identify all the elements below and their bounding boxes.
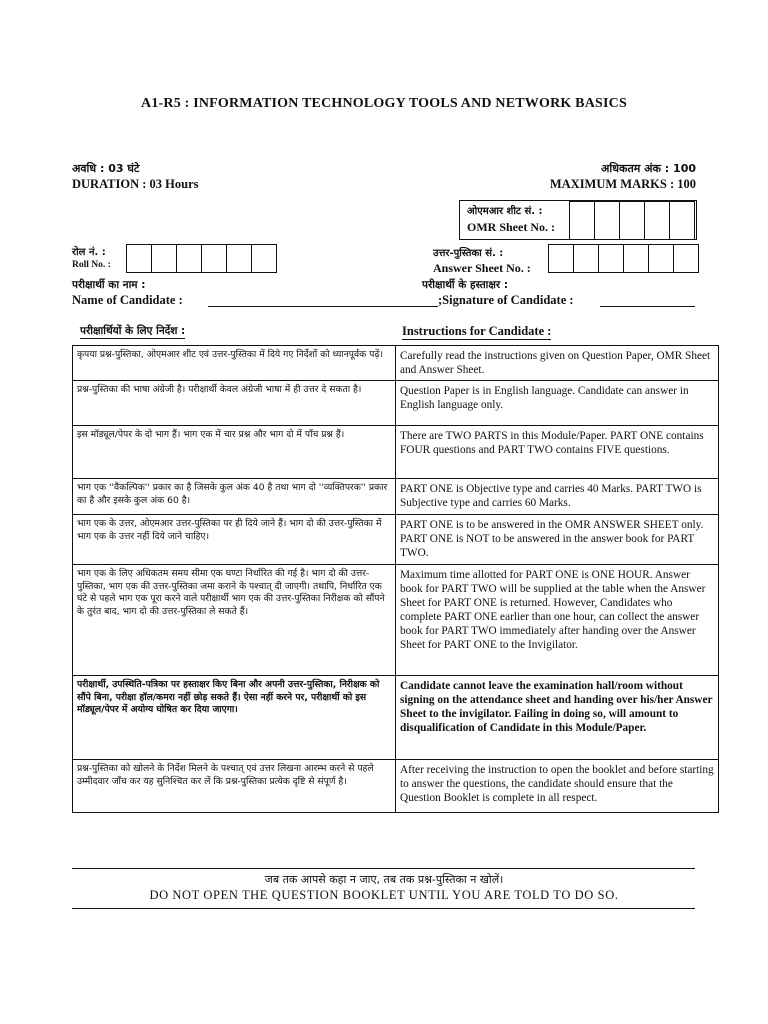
instruction-english: Candidate cannot leave the examination hall/room without signing on the attendance sheet and handing over his/her Answer Sheet to the invigilator. Failing in doing so, will amount to disqualification of Candidate in this Module/Paper.: [396, 676, 719, 760]
digit-box[interactable]: [648, 244, 674, 273]
footer-warning: DO NOT OPEN THE QUESTION BOOKLET UNTIL YOU ARE TOLD TO DO SO.: [149, 888, 619, 902]
roll-label: Roll No. :: [72, 260, 111, 270]
instruction-hindi: परीक्षार्थी, उपस्थिति-पत्रिका पर हस्ताक्षर किए बिना और अपनी उत्तर-पुस्तिका, निरीक्षक को सौंपे बिना, परीक्षा हॉल/कमरा नहीं छोड़ सकते हैं। ऐसा नहीं करने पर, परीक्षार्थी को इस मॉड्यूल/पेपर में अयोग्य घोषित कर दिया जाएगा।: [73, 676, 396, 760]
digit-box[interactable]: [623, 244, 649, 273]
footer-rule-bottom: [72, 908, 695, 909]
max-marks-hindi: अधिकतम अंक : 100: [600, 162, 696, 175]
footer-rule-top: [72, 868, 695, 869]
duration-hindi: अवधि : 03 घंटे: [72, 162, 140, 175]
instruction-hindi: भाग एक के उत्तर, ओएमआर उत्तर-पुस्तिका पर ही दिये जाने हैं। भाग दो की उत्तर-पुस्तिका में भाग एक के उत्तर नहीं दिये जाने चाहिए।: [73, 515, 396, 565]
candidate-name-label: Name of Candidate :: [72, 293, 183, 307]
footer-warning-hindi: जब तक आपसे कहा न जाए, तब तक प्रश्न-पुस्तिका न खोलें।: [264, 873, 504, 886]
candidate-name-line[interactable]: [208, 306, 438, 307]
digit-box[interactable]: [644, 201, 670, 240]
digit-box[interactable]: [673, 244, 699, 273]
digit-box[interactable]: [594, 201, 620, 240]
instruction-english: Maximum time allotted for PART ONE is ONE HOUR. Answer book for PART TWO will be supplied at the table when the Answer Sheet for PART ONE is returned. However, Candidates who complete PART ONE earlier than one hour, can collect the answer book for PART TWO immediately after handing over the Answer Sheet for PART ONE to the Invigilator.: [396, 565, 719, 676]
instruction-english: After receiving the instruction to open the booklet and before starting to answer the questions, the candidate should ensure that the Question Booklet is complete in all respect.: [396, 760, 719, 813]
digit-box[interactable]: [201, 244, 227, 273]
omr-label-hindi: ओएमआर शीट सं. :: [467, 206, 543, 217]
digit-box[interactable]: [126, 244, 152, 273]
instruction-english: Question Paper is in English language. Candidate can answer in English language only.: [396, 381, 719, 426]
duration-label: DURATION : 03 Hours: [72, 177, 199, 191]
signature-hindi: परीक्षार्थी के हस्ताक्षर :: [422, 279, 509, 291]
max-marks-label: MAXIMUM MARKS : 100: [549, 177, 696, 191]
instruction-hindi: भाग एक के लिए अधिकतम समय सीमा एक घण्टा निर्धारित की गई है। भाग दो की उत्तर-पुस्तिका, भाग एक की उत्तर-पुस्तिका जमा कराने के पश्चात् दी जाएगी। तथापि, निर्धारित एक घंटे से पहले भाग एक पूरा करने वाले परीक्षार्थी भाग एक की उत्तर-पुस्तिका निरीक्षक को सौंपने के तुरंत बाद, भाग दो की उत्तर-पुस्तिका ले सकते हैं।: [73, 565, 396, 676]
digit-box[interactable]: [176, 244, 202, 273]
answer-label-hindi: उत्तर-पुस्तिका सं. :: [433, 248, 504, 259]
answer-label: Answer Sheet No. :: [433, 261, 531, 275]
signature-line[interactable]: [600, 306, 695, 307]
instruction-english: There are TWO PARTS in this Module/Paper. PART ONE contains FOUR questions and PART TWO contains FIVE questions.: [396, 426, 719, 479]
answer-digit-boxes[interactable]: [549, 244, 699, 273]
page-title: A1-R5 : INFORMATION TECHNOLOGY TOOLS AND NETWORK BASICS: [141, 96, 627, 111]
digit-box[interactable]: [598, 244, 624, 273]
instruction-english: Carefully read the instructions given on Question Paper, OMR Sheet and Answer Sheet.: [396, 346, 719, 381]
table-row: [73, 346, 719, 381]
instruction-hindi: इस मॉड्यूल/पेपर के दो भाग हैं। भाग एक में चार प्रश्न और भाग दो में पाँच प्रश्न हैं।: [73, 426, 396, 479]
table-row: [73, 515, 719, 565]
omr-sheet-box: [459, 200, 697, 240]
instruction-hindi: कृपया प्रश्न-पुस्तिका, ओएमआर शीट एवं उत्तर-पुस्तिका में दिये गए निर्देशों को ध्यानपूर्वक पढ़ें।: [73, 346, 396, 381]
instruction-english: PART ONE is to be answered in the OMR ANSWER SHEET only. PART ONE is NOT to be answered in the answer book for PART TWO.: [396, 515, 719, 565]
table-row: [73, 479, 719, 515]
digit-box[interactable]: [251, 244, 277, 273]
digit-box[interactable]: [669, 201, 695, 240]
digit-box[interactable]: [619, 201, 645, 240]
roll-digit-boxes[interactable]: [127, 244, 277, 273]
table-row: [73, 760, 719, 813]
digit-box[interactable]: [151, 244, 177, 273]
digit-box[interactable]: [573, 244, 599, 273]
digit-box[interactable]: [548, 244, 574, 273]
table-row: [73, 676, 719, 760]
table-row: [73, 381, 719, 426]
table-row: [73, 426, 719, 479]
digit-box[interactable]: [569, 201, 595, 240]
table-row: [73, 565, 719, 676]
digit-box[interactable]: [226, 244, 252, 273]
roll-label-hindi: रोल नं. :: [72, 247, 106, 258]
instruction-english: PART ONE is Objective type and carries 40 Marks. PART TWO is Subjective type and carries 60 Marks.: [396, 479, 719, 515]
instruction-hindi: भाग एक ''वैकल्पिक'' प्रकार का है जिसके कुल अंक 40 है तथा भाग दो ''व्यक्तिपरक'' प्रकार का है और इसके कुल अंक 60 है।: [73, 479, 396, 515]
signature-label: ;Signature of Candidate :: [438, 293, 574, 307]
omr-digit-boxes[interactable]: [570, 201, 695, 240]
instruction-hindi: प्रश्न-पुस्तिका को खोलने के निर्देश मिलने के पश्चात् एवं उत्तर लिखना आरम्भ करने से पहले उम्मीदवार जाँच कर यह सुनिश्चित कर लें कि प्रश्न-पुस्तिका प्रत्येक दृष्टि से संपूर्ण है।: [73, 760, 396, 813]
candidate-name-hindi: परीक्षार्थी का नाम :: [72, 279, 146, 291]
instructions-heading-hindi: परीक्षार्थियों के लिए निर्देश :: [80, 325, 186, 337]
instructions-table: [72, 345, 719, 813]
instructions-heading: Instructions for Candidate :: [402, 324, 552, 338]
instruction-hindi: प्रश्न-पुस्तिका की भाषा अंग्रेजी है। परीक्षार्थी केवल अंग्रेजी भाषा में ही उत्तर दे सकता है।: [73, 381, 396, 426]
omr-label: OMR Sheet No. :: [467, 220, 555, 234]
